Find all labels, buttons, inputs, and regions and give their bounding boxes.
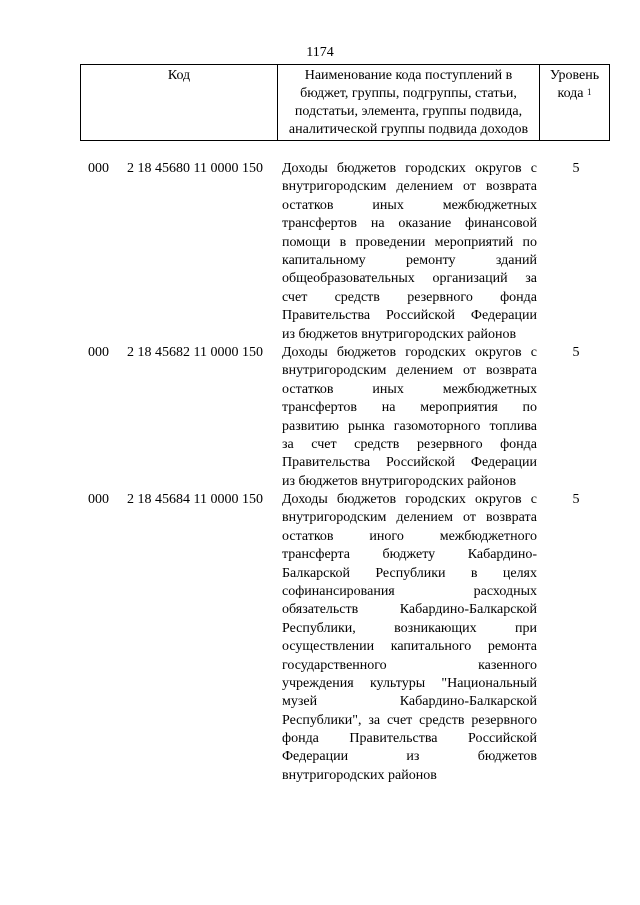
desc-line: Республики", за счет средств резервного [282,712,537,728]
desc-line: Доходы бюджетов городских округов с [282,492,537,507]
header-name-line: бюджет, группы, подгруппы, статьи, [300,86,517,101]
desc-line: осуществлении капитального ремонта [282,639,537,655]
header-name [277,65,540,140]
desc-line: внутригородским делением от возврата [282,179,537,195]
header-level-line2 [540,85,609,103]
header-name-line: аналитической группы подвида доходов [288,122,529,137]
footnote-marker: 1 [587,87,592,97]
desc-line: за счет средств резервного фонда [282,436,537,452]
row-description [282,160,537,344]
desc-line: Республики, возникающих при [282,620,537,636]
desc-line: обязательств Кабардино-Балкарской [282,602,537,618]
header-name-line: Наименование кода поступлений в [304,68,513,83]
desc-line: Правительства Российской Федерации [282,455,537,471]
desc-line: трансфертов на мероприятия по [282,400,537,416]
desc-line: трансфертов на оказание финансовой [282,216,537,232]
desc-line: внутригородским делением от возврата [282,510,537,526]
desc-line: Федерации из бюджетов [282,749,537,765]
row-level: 5 [572,345,580,360]
row-description [282,491,537,785]
desc-line: капитальному ремонту зданий [282,252,537,268]
desc-line: Правительства Российской Федерации [282,308,537,324]
desc-line: внутригородских районов [282,767,437,783]
header-level-line1: Уровень [549,68,600,83]
desc-line: внутригородским делением от возврата [282,363,537,379]
header-name-line: подстатьи, элемента, группы подвида, [294,104,523,119]
desc-line: из бюджетов внутригородских районов [282,473,517,489]
row-level: 5 [572,161,580,176]
desc-line: фонда Правительства Российской [282,731,537,747]
row-prefix: 000 [88,161,109,176]
desc-line: трансферта бюджету Кабардино- [282,547,537,563]
desc-line: остатков иных межбюджетных [282,381,537,397]
desc-line: Доходы бюджетов городских округов с [282,161,537,176]
row-prefix: 000 [88,345,109,360]
header-level [540,65,609,140]
desc-line: развитию рынка газомоторного топлива [282,418,537,434]
row-description [282,344,537,491]
header-level-kod: кода [557,86,584,101]
desc-line: общеобразовательных организаций за [282,271,537,287]
row-code: 2 18 45682 11 0000 150 [127,345,263,360]
row-prefix: 000 [88,492,109,507]
desc-line: государственного казенного [282,657,537,673]
desc-line: учреждения культуры "Национальный [282,675,537,691]
table-header [80,64,610,141]
row-code: 2 18 45680 11 0000 150 [127,161,263,176]
row-level: 5 [572,492,580,507]
desc-line: музей Кабардино-Балкарской [282,694,537,710]
desc-line: помощи в проведении мероприятий по [282,234,537,250]
desc-line: Балкарской Республики в целях [282,565,537,581]
desc-line: счет средств резервного фонда [282,289,537,305]
desc-line: остатков иного межбюджетного [282,528,537,544]
row-code: 2 18 45684 11 0000 150 [127,492,263,507]
desc-line: остатков иных межбюджетных [282,197,537,213]
desc-line: Доходы бюджетов городских округов с [282,345,537,360]
header-code: Код [167,68,191,83]
desc-line: софинансирования расходных [282,583,537,599]
page-number: 1174 [306,45,334,60]
desc-line: из бюджетов внутригородских районов [282,326,517,342]
